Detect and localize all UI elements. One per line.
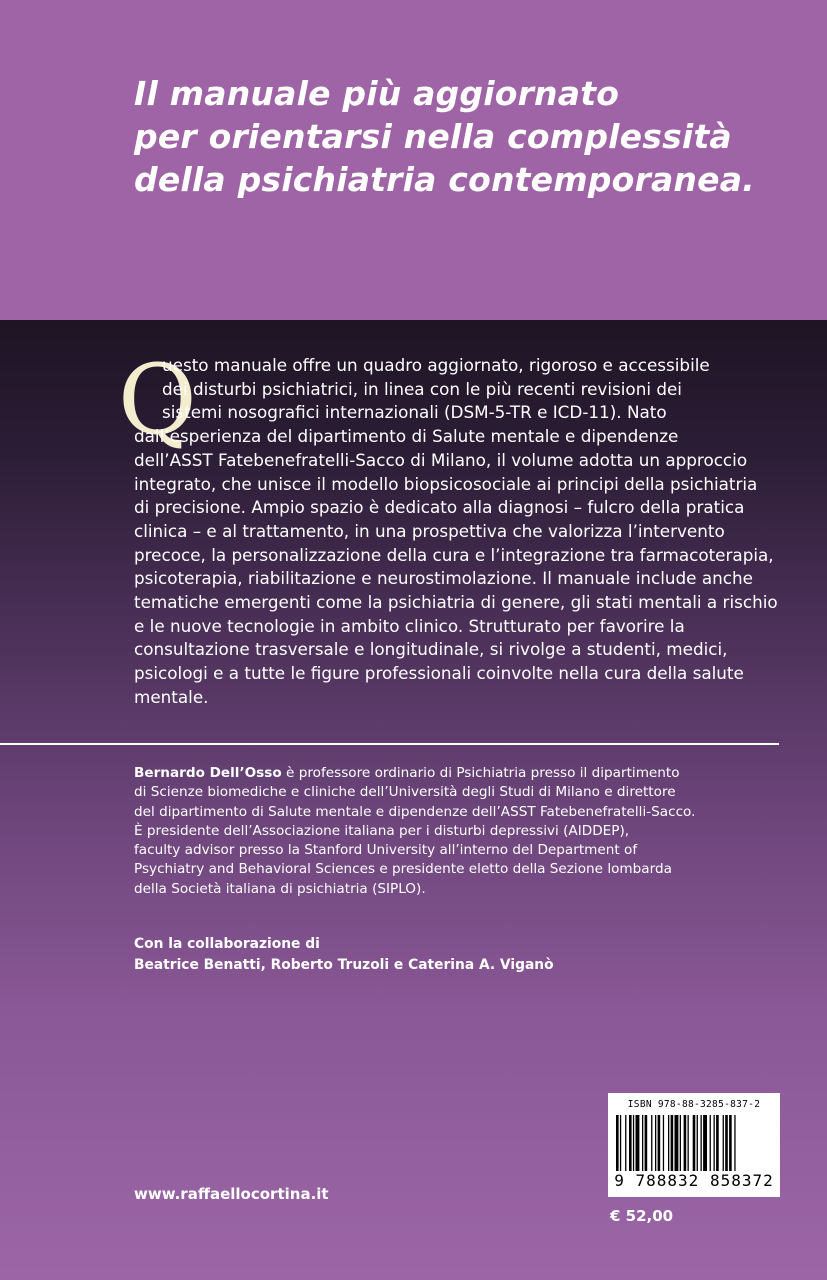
- tagline-line: Il manuale più aggiornato: [134, 74, 620, 113]
- barcode: [608, 1093, 780, 1197]
- barcode-bar: [651, 1115, 652, 1171]
- barcode-bar: [703, 1115, 707, 1171]
- barcode-bar: [723, 1115, 724, 1171]
- barcode-bar: [671, 1115, 674, 1171]
- price: € 52,00: [610, 1207, 674, 1225]
- description-line: tematiche emergenti come la psichiatria di genere, gli stati mentali a rischio: [134, 592, 778, 613]
- description-line: uesto manuale offre un quadro aggiornato, rigoroso e accessibile: [162, 355, 710, 375]
- description-line: di precisione. Ampio spazio è dedicato alla diagnosi – fulcro della pratica: [134, 497, 745, 518]
- tagline-line: per orientarsi nella complessità: [134, 117, 732, 156]
- barcode-bar: [725, 1115, 728, 1171]
- barcode-bar: [716, 1115, 719, 1171]
- barcode-bars: [616, 1115, 772, 1171]
- barcode-bar: [620, 1115, 621, 1171]
- barcode-digits: 9 788832 858372: [614, 1171, 774, 1190]
- bio-line: della Società italiana di psichiatria (SIPLO).: [134, 880, 426, 897]
- barcode-bar: [734, 1115, 735, 1171]
- description-line: consultazione trasversale e longitudinale, si rivolge a studenti, medici,: [134, 639, 728, 660]
- barcode-bar: [636, 1115, 640, 1171]
- barcode-bar: [684, 1115, 687, 1171]
- barcode-bar: [645, 1115, 648, 1171]
- description-line: psicologi e a tutte le figure professionali coinvolte nella cura della salute: [134, 663, 744, 684]
- bio-line: del dipartimento di Salute mentale e dipendenze dell’ASST Fatebenefratelli-Sacco.: [134, 803, 696, 820]
- barcode-bar: [633, 1115, 634, 1171]
- section-divider: [0, 743, 779, 745]
- barcode-bar: [675, 1115, 679, 1171]
- description-line: psicoterapia, riabilitazione e neurostimolazione. Il manuale include anche: [134, 568, 753, 589]
- bio-line: di Scienze biomediche e cliniche dell’Università degli Studi di Milano e direttore: [134, 784, 676, 801]
- barcode-bar: [668, 1115, 669, 1171]
- barcode-bar: [701, 1115, 702, 1171]
- barcode-bar: [729, 1115, 732, 1171]
- barcode-bar: [625, 1115, 626, 1171]
- barcode-bar: [616, 1115, 619, 1171]
- bio-line: [134, 764, 774, 783]
- description-line: clinica – e al trattamento, in una prospettiva che valorizza l’intervento: [134, 520, 725, 541]
- author-name: Bernardo Dell’Osso: [134, 765, 282, 781]
- description-text: [134, 354, 784, 710]
- tagline: [134, 72, 794, 201]
- collaboration-heading: Con la collaborazione di: [134, 936, 320, 952]
- collaboration: [134, 934, 774, 976]
- description-line: e le nuove tecnologie in ambito clinico. Strutturato per favorire la: [134, 615, 685, 636]
- bio-line: È presidente dell’Associazione italiana per i disturbi depressivi (AIDDEP),: [134, 822, 630, 839]
- bio-line: Psychiatry and Behavioral Sciences e presidente eletto della Sezione lombarda: [134, 861, 672, 878]
- barcode-bar: [680, 1115, 681, 1171]
- author-bio: [134, 764, 774, 899]
- barcode-bar: [714, 1115, 715, 1171]
- collaboration-names: Beatrice Benatti, Roberto Truzoli e Caterina A. Viganò: [134, 957, 554, 973]
- drop-cap: Q: [118, 344, 197, 456]
- description-line: sistemi nosografici internazionali (DSM-5-TR e ICD-11). Nato: [162, 402, 667, 423]
- description-line: mentale.: [134, 686, 209, 707]
- description-line: precoce, la personalizzazione della cura e l’integrazione tra farmacoterapia,: [134, 544, 774, 565]
- bio-line: faculty advisor presso la Stanford University all’interno del Department of: [134, 842, 638, 859]
- description-line: integrato, che unisce il modello biopsicosociale ai principi della psichiatria: [134, 473, 758, 494]
- barcode-bar: [642, 1115, 643, 1171]
- barcode-bar: [658, 1115, 661, 1171]
- barcode-bar: [697, 1115, 698, 1171]
- barcode-bar: [693, 1115, 696, 1171]
- tagline-line: della psichiatria contemporanea.: [134, 160, 755, 199]
- description-line: dei disturbi psichiatrici, in linea con le più recenti revisioni dei: [162, 378, 682, 399]
- barcode-bar: [629, 1115, 632, 1171]
- publisher-website: www.raffaellocortina.it: [134, 1185, 329, 1203]
- description-line: dell’ASST Fatebenefratelli-Sacco di Milano, il volume adotta un approccio: [134, 449, 748, 470]
- description-line: dall’esperienza del dipartimento di Salute mentale e dipendenze: [134, 426, 679, 447]
- barcode-bar: [710, 1115, 711, 1171]
- barcode-bar: [663, 1115, 664, 1171]
- barcode-bar: [688, 1115, 689, 1171]
- isbn-label: ISBN 978-88-3285-837-2: [627, 1099, 761, 1110]
- bio-first-line: è professore ordinario di Psichiatria presso il dipartimento: [281, 765, 680, 781]
- barcode-bar: [655, 1115, 656, 1171]
